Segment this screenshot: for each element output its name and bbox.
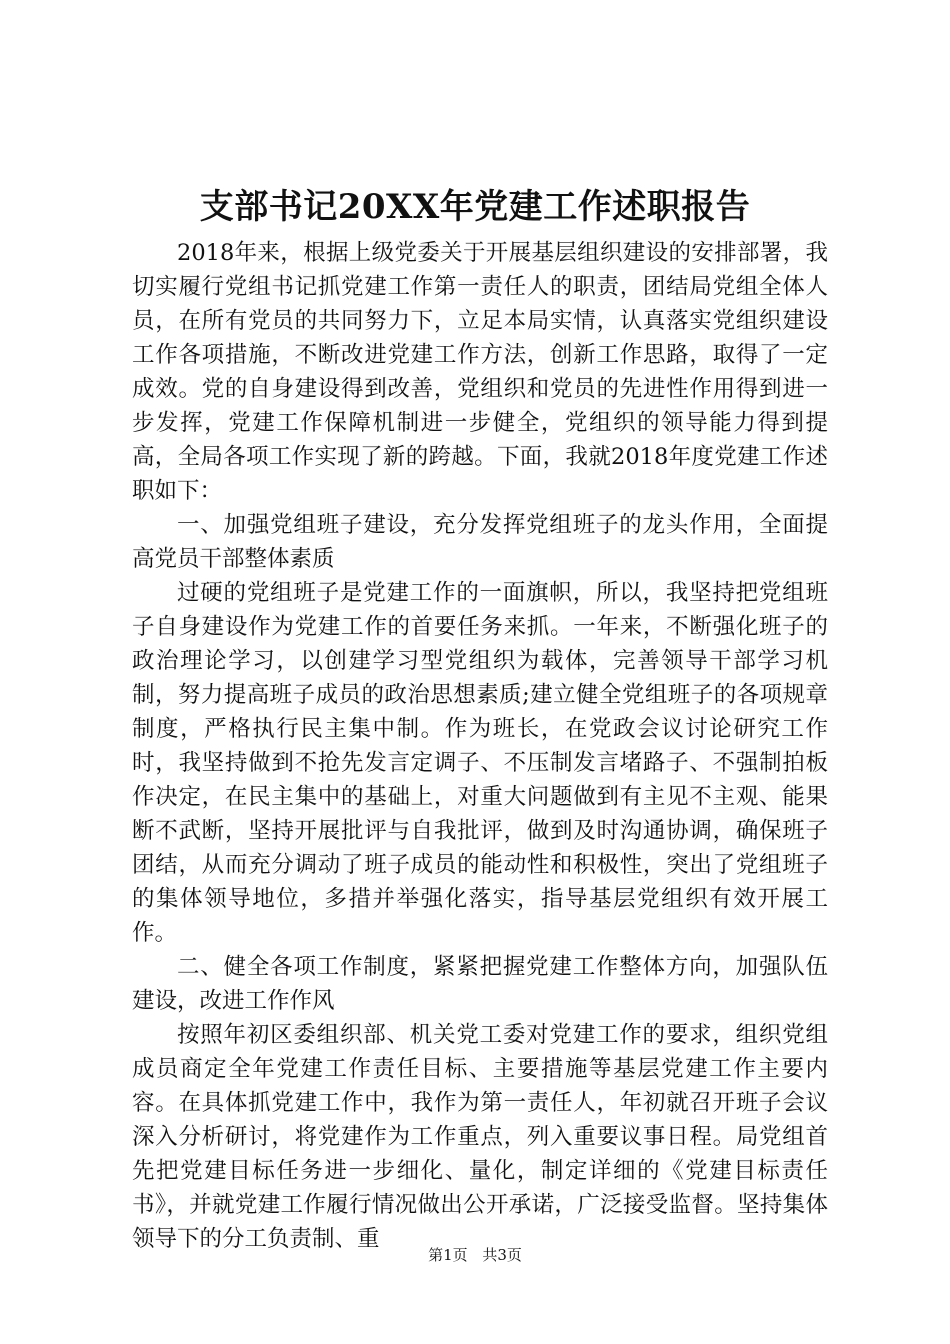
paragraph-section-2: 按照年初区委组织部、机关党工委对党建工作的要求，组织党组成员商定全年党建工作责任目标、主要措施等基层党建工作主要内容。在具体抓党建工作中，我作为第一责任人，年初就召开班子会议深入分析研讨，将党建作为工作重点，列入重要议事日程。局党组首先把党建目标任务进一步细化、量化，制定详细的《党建目标责任书》，并就党建工作履行情况做出公开承诺，广泛接受监督。坚持集体领导下的分工负责制、重 (132, 1022, 828, 1252)
paragraph-intro: 2018年来，根据上级党委关于开展基层组织建设的安排部署，我切实履行党组书记抓党建工作第一责任人的职责，团结局党组全体人员，在所有党员的共同努力下，立足本局实情，认真落实党组织建设工作各项措施，不断改进党建工作方法，创新工作思路，取得了一定成效。党的自身建设得到改善，党组织和党员的先进性作用得到进一步发挥，党建工作保障机制进一步健全，党组织的领导能力得到提高，全局各项工作实现了新的跨越。下面，我就2018年度党建工作述职如下： (132, 240, 828, 504)
page-number: 第1页 (428, 1246, 468, 1264)
document-body (132, 236, 828, 1256)
paragraph-section-1: 过硬的党组班子是党建工作的一面旗帜，所以，我坚持把党组班子自身建设作为党建工作的首要任务来抓。一年来，不断强化班子的政治理论学习，以创建学习型党组织为载体，完善领导干部学习机制，努力提高班子成员的政治思想素质;建立健全党组班子的各项规章制度，严格执行民主集中制。作为班长，在党政会议讨论研究工作时，我坚持做到不抢先发言定调子、不压制发言堵路子、不强制拍板作决定，在民主集中的基础上，对重大问题做到有主见不主观、能果断不武断，坚持开展批评与自我批评，做到及时沟通协调，确保班子团结，从而充分调动了班子成员的能动性和积极性，突出了党组班子的集体领导地位，多措并举强化落实，指导基层党组织有效开展工作。 (132, 580, 828, 946)
document-title: 支部书记20XX年党建工作述职报告 (199, 187, 751, 227)
section-heading-1: 一、加强党组班子建设，充分发挥党组班子的龙头作用，全面提高党员干部整体素质 (132, 512, 828, 572)
page-footer (0, 1245, 950, 1265)
page-total: 共3页 (482, 1246, 522, 1264)
section-heading-2: 二、健全各项工作制度，紧紧把握党建工作整体方向，加强队伍建设，改进工作作风 (132, 954, 828, 1014)
